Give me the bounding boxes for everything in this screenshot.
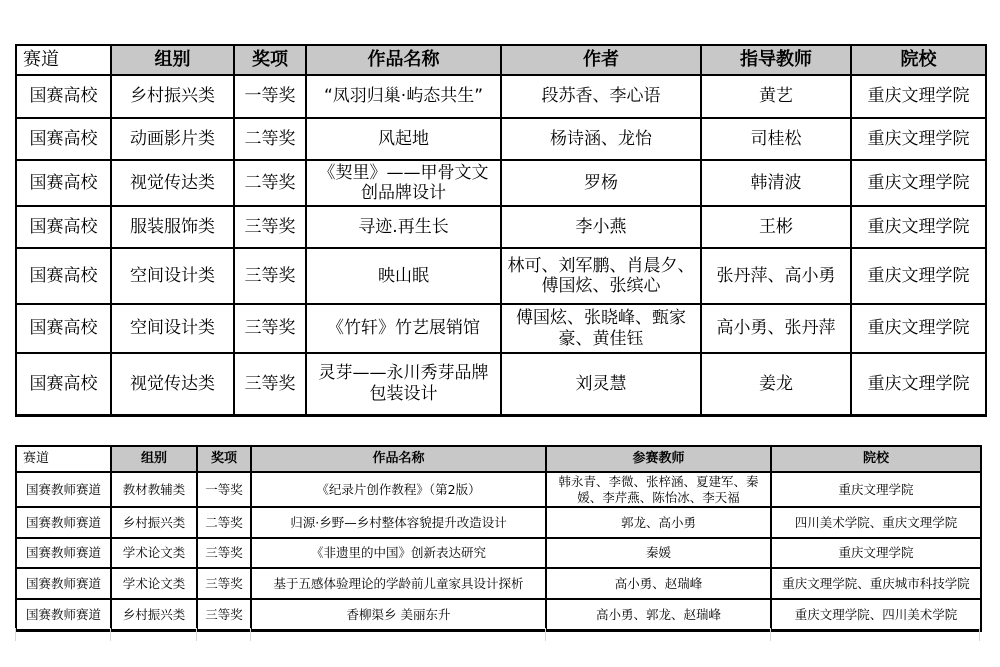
- table1-cell: 王彬: [701, 206, 851, 248]
- table1-cell: 二等奖: [234, 160, 306, 206]
- table1-cell: 二等奖: [234, 118, 306, 160]
- table1-cell: 国赛高校: [16, 118, 111, 160]
- table-row: [16, 160, 986, 206]
- table1-cell: 一等奖: [234, 75, 306, 118]
- table2-cell: 归源·乡野—乡村整体容貌提升改造设计: [251, 507, 546, 538]
- student-awards-table: [15, 44, 987, 417]
- table1-cell: 刘灵慧: [501, 353, 701, 415]
- teacher-awards-header-row: [16, 446, 981, 472]
- table2-cell: 韩永青、李微、张梓涵、夏建军、秦媛、李芹燕、陈怡冰、李天福: [546, 472, 771, 507]
- table2-cell: 重庆文理学院、重庆城市科技学院: [771, 568, 981, 599]
- table1-cell: 国赛高校: [16, 75, 111, 118]
- table2-cell: 重庆文理学院: [771, 538, 981, 568]
- table1-header-5: 指导教师: [701, 45, 851, 75]
- table2-cell: 重庆文理学院: [771, 472, 981, 507]
- table1-cell: 寻迹.再生长: [306, 206, 501, 248]
- table1-cell: 林可、刘军鹏、肖晨夕、傅国炫、张缤心: [501, 248, 701, 304]
- table2-header-1: 组别: [111, 446, 197, 472]
- table1-cell: 重庆文理学院: [851, 118, 986, 160]
- table2-header-2: 奖项: [197, 446, 251, 472]
- table1-header-0: 赛道: [16, 45, 111, 75]
- table1-cell: 三等奖: [234, 304, 306, 353]
- table1-cell: 张丹萍、高小勇: [701, 248, 851, 304]
- table1-cell: 三等奖: [234, 206, 306, 248]
- table1-cell: 重庆文理学院: [851, 353, 986, 415]
- table1-header-2: 奖项: [234, 45, 306, 75]
- table2-cell: 国赛教师赛道: [16, 538, 111, 568]
- table2-cell: 《纪录片创作教程》（第2版）: [251, 472, 546, 507]
- table-row: [16, 304, 986, 353]
- table1-cell: 《竹轩》竹艺展销馆: [306, 304, 501, 353]
- table1-cell: “凤羽归巢·屿态共生”: [306, 75, 501, 118]
- table2-cell: 《非遗里的中国》创新表达研究: [251, 538, 546, 568]
- gridline-stub: [545, 628, 546, 641]
- table1-cell: 动画影片类: [111, 118, 234, 160]
- gridline-stub: [15, 628, 16, 641]
- table2-cell: 一等奖: [197, 472, 251, 507]
- gridline-stub: [250, 628, 251, 641]
- gridline-stub: [196, 628, 197, 641]
- table-row: [16, 353, 986, 415]
- table2-cell: 香柳渠乡 美丽东升: [251, 599, 546, 630]
- table1-cell: 重庆文理学院: [851, 206, 986, 248]
- table1-cell: 映山眠: [306, 248, 501, 304]
- table-row: [16, 248, 986, 304]
- table-row: [16, 599, 981, 630]
- table1-cell: 空间设计类: [111, 248, 234, 304]
- table1-cell: 国赛高校: [16, 206, 111, 248]
- table1-cell: 风起地: [306, 118, 501, 160]
- table2-cell: 国赛教师赛道: [16, 472, 111, 507]
- table1-cell: 国赛高校: [16, 160, 111, 206]
- table1-cell: 杨诗涵、龙怡: [501, 118, 701, 160]
- table1-cell: 视觉传达类: [111, 160, 234, 206]
- table2-cell: 重庆文理学院、四川美术学院: [771, 599, 981, 630]
- table1-cell: 司桂松: [701, 118, 851, 160]
- table1-header-6: 院校: [851, 45, 986, 75]
- table-row: [16, 472, 981, 507]
- table2-cell: 学术论文类: [111, 568, 197, 599]
- table1-cell: 三等奖: [234, 248, 306, 304]
- table1-cell: 三等奖: [234, 353, 306, 415]
- table1-cell: 姜龙: [701, 353, 851, 415]
- table1-cell: 高小勇、张丹萍: [701, 304, 851, 353]
- table1-cell: 重庆文理学院: [851, 75, 986, 118]
- table2-header-5: 院校: [771, 446, 981, 472]
- table1-cell: 乡村振兴类: [111, 75, 234, 118]
- table2-cell: 国赛教师赛道: [16, 568, 111, 599]
- table1-cell: 空间设计类: [111, 304, 234, 353]
- table1-cell: 段苏香、李心语: [501, 75, 701, 118]
- table1-header-1: 组别: [111, 45, 234, 75]
- table1-cell: 国赛高校: [16, 304, 111, 353]
- table1-cell: 罗杨: [501, 160, 701, 206]
- table2-cell: 国赛教师赛道: [16, 507, 111, 538]
- table1-cell: 国赛高校: [16, 353, 111, 415]
- table2-cell: 四川美术学院、重庆文理学院: [771, 507, 981, 538]
- table2-cell: 乡村振兴类: [111, 507, 197, 538]
- table1-cell: 视觉传达类: [111, 353, 234, 415]
- table-row: [16, 538, 981, 568]
- table1-cell: 李小燕: [501, 206, 701, 248]
- table2-cell: 二等奖: [197, 507, 251, 538]
- table1-cell: 服装服饰类: [111, 206, 234, 248]
- table2-header-0: 赛道: [16, 446, 111, 472]
- table2-cell: 秦媛: [546, 538, 771, 568]
- table1-cell: 国赛高校: [16, 248, 111, 304]
- table2-cell: 基于五感体验理论的学龄前儿童家具设计探析: [251, 568, 546, 599]
- table2-cell: 国赛教师赛道: [16, 599, 111, 630]
- table1-header-3: 作品名称: [306, 45, 501, 75]
- table-row: [16, 568, 981, 599]
- table2-cell: 三等奖: [197, 568, 251, 599]
- gridline-stub: [110, 628, 111, 641]
- gridline-stub: [979, 628, 980, 641]
- table2-cell: 高小勇、赵瑞峰: [546, 568, 771, 599]
- table1-cell: 重庆文理学院: [851, 248, 986, 304]
- table-row: [16, 75, 986, 118]
- gridline-stub: [770, 628, 771, 641]
- table2-cell: 高小勇、郭龙、赵瑞峰: [546, 599, 771, 630]
- table-row: [16, 206, 986, 248]
- table1-header-4: 作者: [501, 45, 701, 75]
- student-awards-header-row: [16, 45, 986, 75]
- table1-cell: 《契里》——甲骨文文创品牌设计: [306, 160, 501, 206]
- table-row: [16, 507, 981, 538]
- table1-cell: 灵芽——永川秀芽品牌包装设计: [306, 353, 501, 415]
- table2-cell: 三等奖: [197, 599, 251, 630]
- table2-cell: 三等奖: [197, 538, 251, 568]
- table1-cell: 韩清波: [701, 160, 851, 206]
- table2-cell: 教材教辅类: [111, 472, 197, 507]
- table-row: [16, 118, 986, 160]
- table1-cell: 重庆文理学院: [851, 160, 986, 206]
- table2-cell: 学术论文类: [111, 538, 197, 568]
- table2-header-3: 作品名称: [251, 446, 546, 472]
- teacher-awards-table: [15, 445, 982, 632]
- table1-cell: 傅国炫、张晓峰、甄家豪、黄佳钰: [501, 304, 701, 353]
- table2-header-4: 参赛教师: [546, 446, 771, 472]
- table2-cell: 乡村振兴类: [111, 599, 197, 630]
- table1-cell: 黄艺: [701, 75, 851, 118]
- table2-cell: 郭龙、高小勇: [546, 507, 771, 538]
- table1-cell: 重庆文理学院: [851, 304, 986, 353]
